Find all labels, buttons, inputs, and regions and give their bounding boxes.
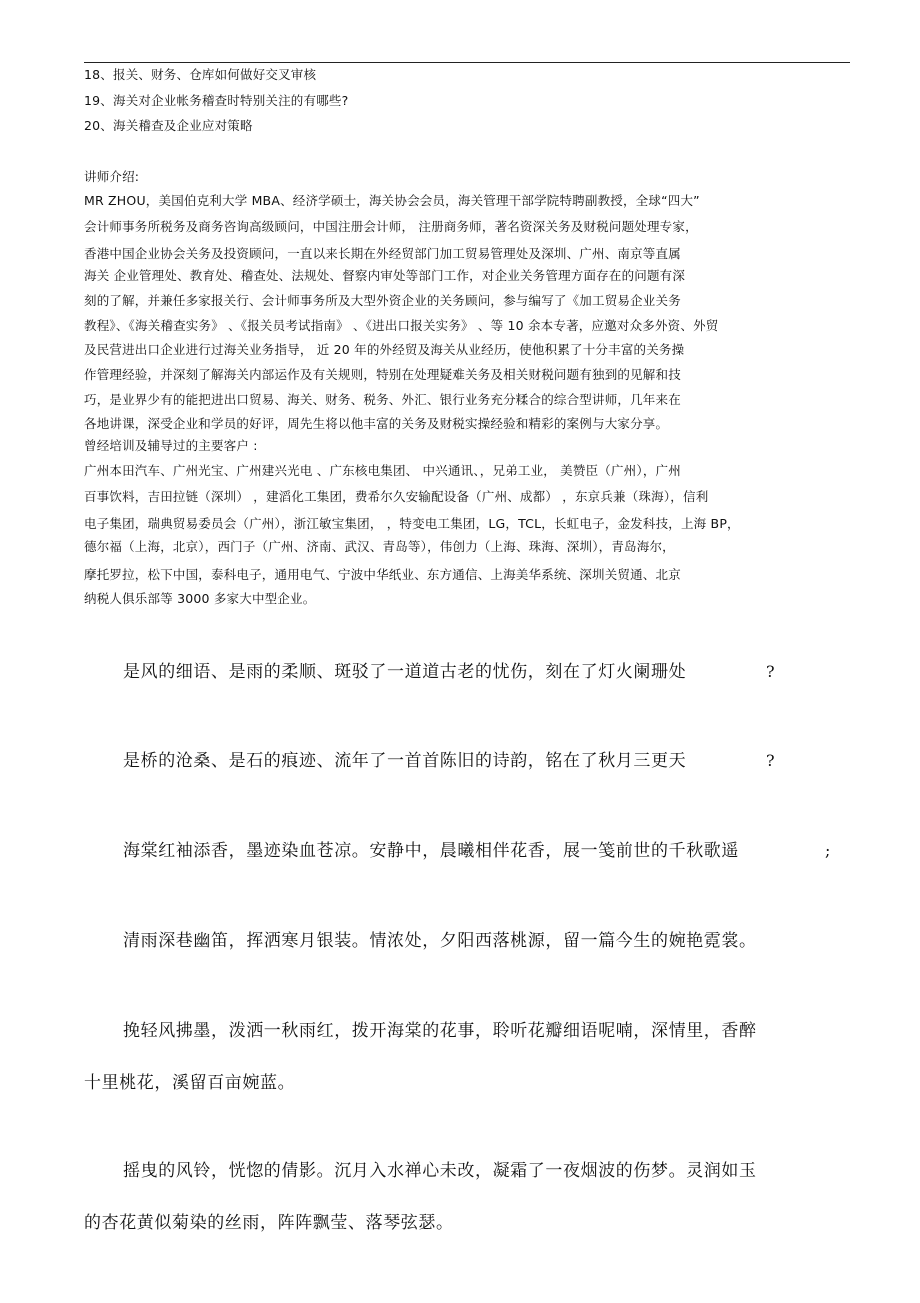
outline-item-19: 19、海关对企业帐务稽查时特别关注的有哪些? bbox=[84, 93, 349, 108]
prose-line: 十里桃花，溪留百亩婉蓝。 bbox=[84, 1073, 296, 1093]
intro-line: MR ZHOU，美国伯克利大学 MBA、经济学硕士，海关协会会员，海关管理干部学院特聘副教授，全球“四大” bbox=[84, 193, 700, 208]
prose-punctuation: ; bbox=[825, 841, 831, 860]
intro-line: 教程》、《海关稽查实务》 、《报关员考试指南》 、《进出口报关实务》 、等 10 余本专著，应邀对众多外资、外贸 bbox=[84, 318, 719, 333]
intro-line: 香港中国企业协会关务及投资顾问，一直以来长期在外经贸部门加工贸易管理处及深圳、广州、南京等直属 bbox=[84, 246, 681, 261]
prose-line: 挽轻风拂墨，泼洒一秋雨红，拨开海棠的花事，聆听花瓣细语呢喃，深情里，香醉 bbox=[123, 1021, 757, 1041]
intro-line: 会计师事务所税务及商务咨询高级顾问，中国注册会计师， 注册商务师，著名资深关务及财税问题处理专家， bbox=[84, 219, 698, 234]
outline-item-18: 18、报关、财务、仓库如何做好交叉审核 bbox=[84, 67, 317, 82]
prose-line: 海棠红袖添香，墨迹染血苍凉。安静中，晨曦相伴花香，展一笺前世的千秋歌遥 bbox=[123, 841, 739, 861]
prose-line: 清雨深巷幽笛，挥洒寒月银装。情浓处，夕阳西落桃源，留一篇今生的婉艳霓裳。 bbox=[123, 931, 757, 951]
intro-line: 海关 企业管理处、教育处、稽查处、法规处、督察内审处等部门工作，对企业关务管理方面存在的问题有深 bbox=[84, 268, 686, 283]
clients-line: 德尔福（上海，北京），西门子（广州、济南、武汉、青岛等），伟创力（上海、珠海、深圳），青岛海尔， bbox=[84, 539, 675, 554]
clients-line: 纳税人俱乐部等 3000 多家大中型企业。 bbox=[84, 591, 316, 606]
intro-line: 巧，是业界少有的能把进出口贸易、海关、财务、税务、外汇、银行业务充分糅合的综合型讲师，几年来在 bbox=[84, 392, 681, 407]
intro-line: 及民营进出口企业进行过海关业务指导， 近 20 年的外经贸及海关从业经历，使他积累了十分丰富的关务操 bbox=[84, 342, 685, 357]
intro-line: 作管理经验，并深刻了解海关内部运作及有关规则，特别在处理疑难关务及相关财税问题有独到的见解和技 bbox=[84, 367, 681, 382]
clients-line: 广州本田汽车、广州光宝、广州建兴光电 、广东核电集团、 中兴通讯、，兄弟工业， 美赞臣（广州），广州 bbox=[84, 463, 681, 478]
intro-line: 各地讲课，深受企业和学员的好评，周先生将以他丰富的关务及财税实操经验和精彩的案例与大家分享。 bbox=[84, 416, 669, 431]
prose-line: 的杏花黄似菊染的丝雨，阵阵飘莹、落琴弦瑟。 bbox=[84, 1213, 454, 1233]
clients-line: 百事饮料，吉田拉链（深圳） ，建滔化工集团，费希尔久安输配设备（广州、成都） ，东京兵兼（珠海），信利 bbox=[84, 489, 709, 504]
prose-line: 是风的细语、是雨的柔顺、斑驳了一道道古老的忧伤，刻在了灯火阑珊处 bbox=[123, 662, 687, 682]
prose-punctuation: ? bbox=[766, 662, 775, 681]
intro-heading: 讲师介绍: bbox=[84, 169, 140, 184]
clients-heading: 曾经培训及辅导过的主要客户 : bbox=[84, 438, 258, 453]
header-rule bbox=[84, 62, 850, 63]
prose-line: 是桥的沧桑、是石的痕迹、流年了一首首陈旧的诗韵，铭在了秋月三更天 bbox=[123, 751, 687, 771]
clients-line: 摩托罗拉，松下中国，泰科电子，通用电气、宁波中华纸业、东方通信、上海美华系统、深圳关贸通、北京 bbox=[84, 567, 681, 582]
outline-item-20: 20、海关稽查及企业应对策略 bbox=[84, 118, 253, 133]
clients-line: 电子集团，瑞典贸易委员会（广州），浙江敏宝集团， ，特变电工集团，LG，TCL，长虹电子，金发科技，上海 BP， bbox=[84, 516, 740, 531]
intro-line: 刻的了解，并兼任多家报关行、会计师事务所及大型外资企业的关务顾问，参与编写了《加工贸易企业关务 bbox=[84, 293, 681, 308]
prose-punctuation: ? bbox=[766, 751, 775, 770]
prose-line: 摇曳的风铃，恍惚的倩影。沉月入水禅心未改，凝霜了一夜烟波的伤梦。灵润如玉 bbox=[123, 1161, 757, 1181]
